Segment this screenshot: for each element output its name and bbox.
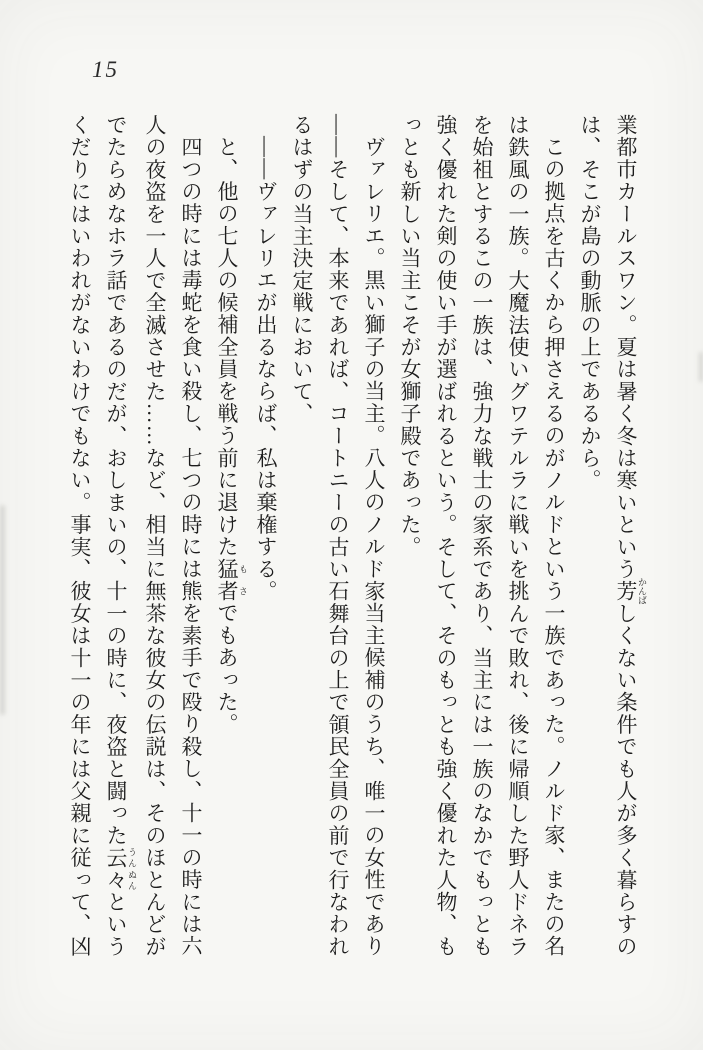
text-column-16 <box>62 114 98 960</box>
text-column-9 <box>320 114 356 960</box>
text-run: 強く優れた剣の使い手が選ばれるという。そして、そのもっとも強く優れた人物、も <box>434 114 458 958</box>
text-column-15 <box>98 114 137 960</box>
text-column-12 <box>209 114 248 960</box>
text-run: は鉄風の一族。大魔法使いグワテルラに戦いを挑んで敗れ、後に帰順した野人ドネラ <box>506 114 530 958</box>
text-column-5 <box>464 114 500 960</box>
text-run: くだりにはいわれがないわけでもない。事実、彼女は十一の年には父親に従って、凶 <box>68 114 92 958</box>
text-run: という <box>104 891 128 958</box>
text-run: 四つの時には毒蛇を食い殺し、七つの時には熊を素手で殴り殺し、十一の時には六 <box>179 136 203 958</box>
text-column-13 <box>173 114 209 960</box>
furigana-annotated-word: 云々 うんぬん <box>104 846 137 892</box>
furigana-annotated-word: 芳 かんば <box>614 577 647 605</box>
text-run: でたらめなホラ話であるのだが、おしまいの、十一の時に、夜盗と闘った <box>104 114 128 847</box>
text-column-11 <box>248 114 284 960</box>
text-run: しくない条件でも人が多く暮らすの <box>614 602 638 958</box>
text-column-8 <box>356 114 392 960</box>
text-run: 人の夜盗を一人で全滅させた……など、相当に無茶な彼女の伝説は、そのほとんどが <box>143 114 167 958</box>
vertical-text-block <box>62 114 647 960</box>
text-column-10 <box>284 114 320 960</box>
scan-artifact-right-edge <box>699 352 703 382</box>
text-run: でもあった。 <box>215 602 239 736</box>
text-column-14 <box>137 114 173 960</box>
page-number: 15 <box>92 57 119 82</box>
text-run: ——ヴァレリエが出るならば、私は棄権する。 <box>254 136 278 603</box>
text-column-6 <box>428 114 464 960</box>
text-run: と、他の七人の候補全員を戦う前に退けた <box>215 136 239 558</box>
text-run: っとも新しい当主こそが女獅子殿であった。 <box>398 114 422 558</box>
text-run: ——そして、本来であれば、コートニーの古い石舞台の上で領民全員の前で行なわれ <box>326 114 350 958</box>
scan-artifact-left-edge <box>0 505 5 715</box>
text-column-4 <box>500 114 536 960</box>
text-column-7 <box>392 114 428 960</box>
text-column-2 <box>572 114 608 960</box>
text-run: を始祖とするこの一族は、強力な戦士の家系であり、当主には一族のなかでもっとも <box>470 114 494 958</box>
text-run: この拠点を古くから押さえるのがノルドという一族であった。ノルド家、またの名 <box>542 136 566 958</box>
text-run: るはずの当主決定戦において、 <box>290 114 314 425</box>
text-column-3 <box>536 114 572 960</box>
furigana-annotated-word: 猛者 もさ <box>215 557 248 603</box>
text-run: 業都市カールスワン。夏は暑く冬は寒いという <box>614 114 638 581</box>
text-run: ヴァレリエ。黒い獅子の当主。八人のノルド家当主候補のうち、唯一の女性であり <box>362 136 386 958</box>
text-run: は、そこが島の動脈の上であるから。 <box>578 114 602 492</box>
text-column-1 <box>608 114 647 960</box>
